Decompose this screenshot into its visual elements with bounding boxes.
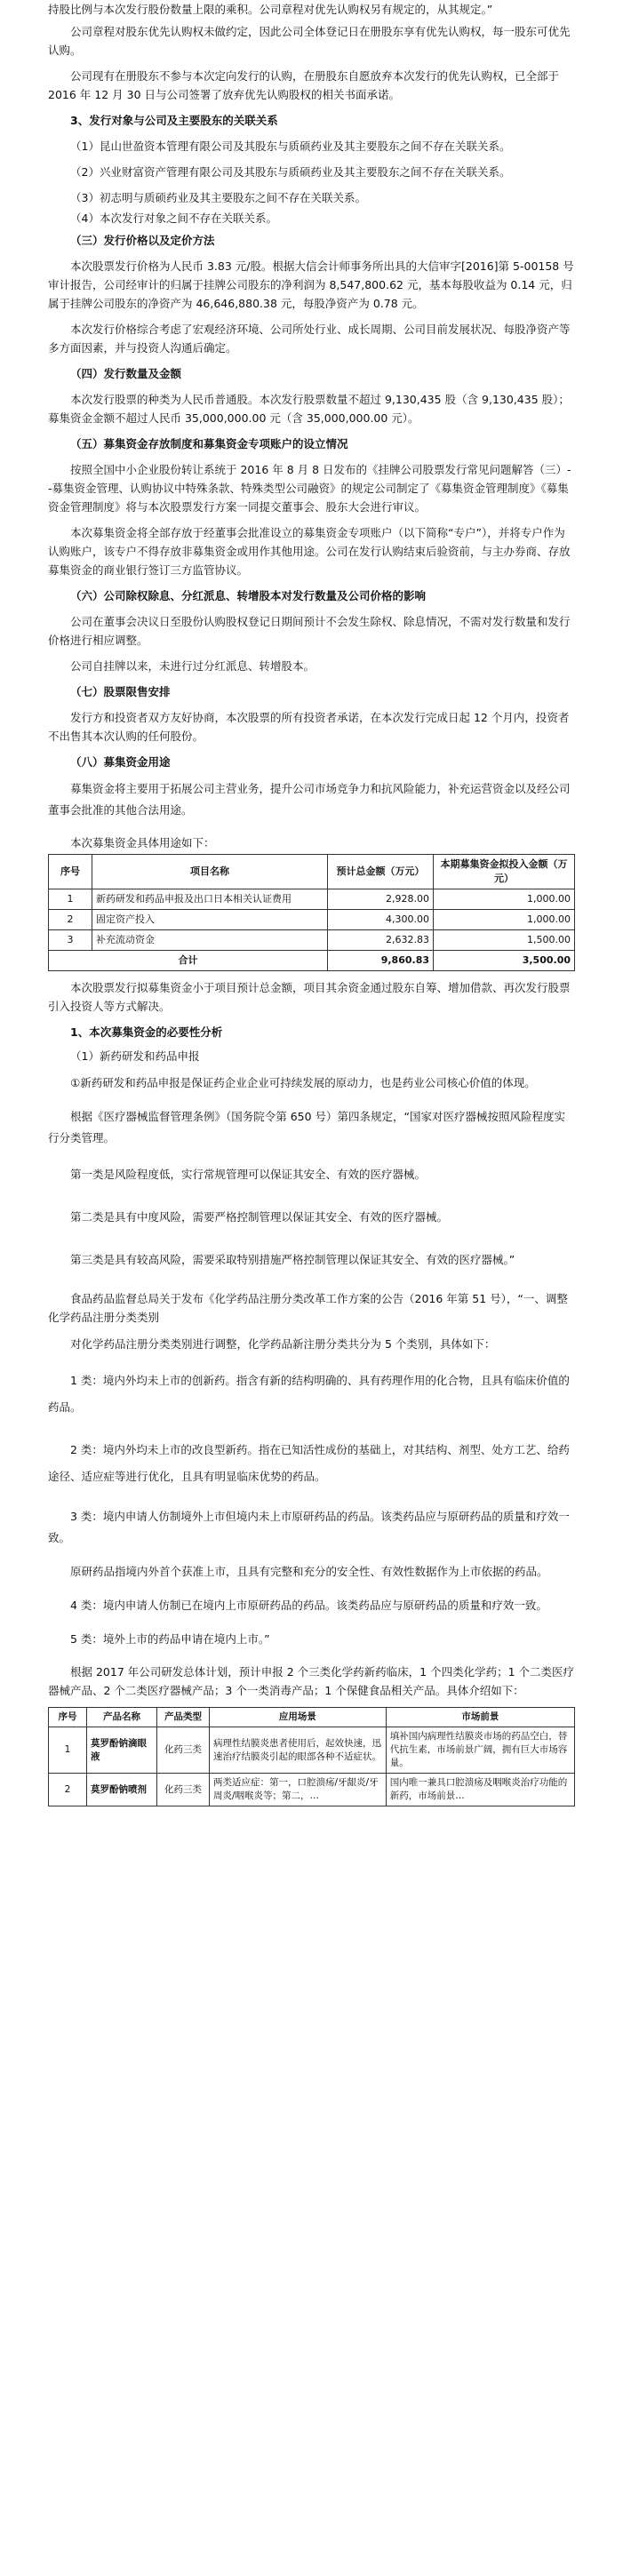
paragraph: 第二类是具有中度风险，需要严格控制管理以保证其安全、有效的医疗器械。 xyxy=(70,1210,449,1224)
paragraph: 公司现有在册股东不参与本次定向发行的认购，在册股东自愿放弃本次发行的优先认购权，已全部于 2016 年 12 月 30 日与公司签署了放弃优先认购股权的相关书面承诺。 xyxy=(48,69,560,101)
paragraph: 公司自挂牌以来，未进行过分红派息、转增股本。 xyxy=(70,659,315,673)
product-table xyxy=(48,1707,575,1806)
paragraph: 食品药品监督总局关于发布《化学药品注册分类改革工作方案的公告（2016 年第 51 号），“一、调整化学药品注册分类类别 xyxy=(48,1292,568,1324)
table-caption: 本次募集资金具体用途如下： xyxy=(70,836,215,849)
table-cell: 化药三类 xyxy=(157,1727,210,1774)
table-cell: 填补国内病理性结膜炎市场的药品空白，替代抗生素，市场前景广阔，拥有巨大市场容量。 xyxy=(386,1727,574,1774)
column-header: 应用场景 xyxy=(210,1708,387,1727)
table-row xyxy=(49,889,575,910)
paragraph: 1 类：境内外均未上市的创新药。指含有新的结构明确的、具有药理作用的化合物，且具有临床价值的药品。 xyxy=(48,1374,570,1414)
column-header: 预计总金额（万元） xyxy=(328,855,434,889)
table-cell: 2,632.83 xyxy=(328,930,434,951)
table-cell: 1 xyxy=(49,889,92,910)
column-header: 本期募集资金拟投入金额（万元） xyxy=(434,855,575,889)
paragraph: 本次股票发行拟募集资金小于项目预计总金额，项目其余资金通过股东自筹、增加借款、再次发行股票引入投资人等方式解决。 xyxy=(48,981,571,1013)
section-heading: （三）发行价格以及定价方法 xyxy=(70,234,215,247)
paragraph: 公司在董事会决议日至股份认购股权登记日期间预计不会发生除权、除息情况，不需对发行数量和发行价格进行相应调整。 xyxy=(48,615,571,647)
column-header: 市场前景 xyxy=(386,1708,574,1727)
table-cell: 1,000.00 xyxy=(434,889,575,910)
section-heading: （六）公司除权除息、分红派息、转增股本对发行数量及公司价格的影响 xyxy=(70,589,427,602)
column-header: 产品名称 xyxy=(87,1708,157,1727)
paragraph: 持股比例与本次发行股份数量上限的乘积。公司章程对优先认购权另有规定的，从其规定。” xyxy=(48,3,493,16)
table-header-row xyxy=(49,855,575,889)
table-cell: 3 xyxy=(49,930,92,951)
table-cell: 2 xyxy=(49,1774,87,1806)
section-heading: （八）募集资金用途 xyxy=(70,755,171,769)
paragraph: 第一类是风险程度低，实行常规管理可以保证其安全、有效的医疗器械。 xyxy=(70,1168,427,1181)
table-cell: 补充流动资金 xyxy=(92,930,328,951)
fund-usage-table xyxy=(48,854,575,971)
section-heading: 1、本次募集资金的必要性分析 xyxy=(70,1025,223,1039)
table-cell: 合计 xyxy=(49,951,328,971)
paragraph: 原研药品指境内外首个获准上市，且具有完整和充分的安全性、有效性数据作为上市依据的药品。 xyxy=(70,1565,548,1578)
paragraph: 根据 2017 年公司研发总体计划，预计申报 2 个三类化学药新药临床，1 个四类化学药；1 个二类医疗器械产品、2 个二类医疗器械产品；3 个一类消毒产品；1 个保健食品相关产品。具体介绍如下： xyxy=(48,1665,575,1697)
table-cell: 9,860.83 xyxy=(328,951,434,971)
paragraph: 公司章程对股东优先认购权未做约定，因此公司全体登记日在册股东享有优先认购权，每一股东可优先认购。 xyxy=(48,25,571,57)
paragraph: 发行方和投资者双方友好协商，本次股票的所有投资者承诺，在本次发行完成日起 12 个月内，投资者不出售其本次认购的任何股份。 xyxy=(48,711,570,743)
table-cell: 两类适应症：第一，口腔溃疡/牙龈炎/牙周炎/咽喉炎等；第二，… xyxy=(210,1774,387,1806)
paragraph: （3）初志明与质硕药业及其主要股东之间不存在关联关系。 xyxy=(70,191,366,204)
table-cell: 3,500.00 xyxy=(434,951,575,971)
column-header: 序号 xyxy=(49,855,92,889)
paragraph: 本次发行股票的种类为人民币普通股。本次发行股票数量不超过 9,130,435 股（含 9,130,435 股）；募集资金金额不超过人民币 35,000,000.00 元（含 35,000,000.00 元）。 xyxy=(48,393,570,425)
paragraph: （2）兴业财富资产管理有限公司及其股东与质硕药业及其主要股东之间不存在关联关系。 xyxy=(70,165,511,179)
section-heading: （四）发行数量及金额 xyxy=(70,367,182,380)
table-cell: 病理性结膜炎患者使用后，起效快速，迅速治疗结膜炎引起的眼部各种不适症状。 xyxy=(210,1727,387,1774)
column-header: 序号 xyxy=(49,1708,87,1727)
table-cell: 1 xyxy=(49,1727,87,1774)
paragraph: 4 类：境内申请人仿制已在境内上市原研药品的药品。该类药品应与原研药品的质量和疗效一致。 xyxy=(70,1599,547,1612)
paragraph: 本次发行价格综合考虑了宏观经济环境、公司所处行业、成长周期、公司目前发展状况、每股净资产等多方面因素，并与投资人沟通后确定。 xyxy=(48,323,571,355)
paragraph: 第三类是具有较高风险，需要采取特别措施严格控制管理以保证其安全、有效的医疗器械。” xyxy=(70,1253,515,1266)
table-cell: 1,500.00 xyxy=(434,930,575,951)
section-heading: 3、发行对象与公司及主要股东的关联关系 xyxy=(70,114,278,127)
table-cell: 莫罗酚钠喷剂 xyxy=(87,1774,157,1806)
table-row xyxy=(49,930,575,951)
table-cell: 固定资产投入 xyxy=(92,910,328,930)
table-row xyxy=(49,1774,575,1806)
section-heading: （五）募集资金存放制度和募集资金专项账户的设立情况 xyxy=(70,437,348,451)
paragraph: （1）新药研发和药品申报 xyxy=(70,1049,200,1063)
paragraph: 3 类：境内申请人仿制境外上市但境内未上市原研药品的药品。该类药品应与原研药品的质量和疗效一致。 xyxy=(48,1510,570,1544)
paragraph: 募集资金将主要用于拓展公司主营业务，提升公司市场竞争力和抗风险能力，补充运营资金以及经公司董事会批准的其他合法用途。 xyxy=(48,782,571,817)
table-total-row xyxy=(49,951,575,971)
paragraph: （4）本次发行对象之间不存在关联关系。 xyxy=(70,211,277,225)
table-cell: 2 xyxy=(49,910,92,930)
paragraph: 2 类：境内外均未上市的改良型新药。指在已知活性成份的基础上，对其结构、剂型、处方工艺、给药途径、适应症等进行优化，且具有明显临床优势的药品。 xyxy=(48,1443,570,1483)
table-header-row xyxy=(49,1708,575,1727)
paragraph: 对化学药品注册分类类别进行调整，化学药品新注册分类共分为 5 个类别，具体如下： xyxy=(70,1337,496,1351)
column-header: 产品类型 xyxy=(157,1708,210,1727)
column-header: 项目名称 xyxy=(92,855,328,889)
paragraph: 根据《医疗器械监督管理条例》（国务院令第 650 号）第四条规定，“国家对医疗器械按照风险程度实行分类管理。 xyxy=(48,1110,566,1144)
table-cell: 国内唯一兼具口腔溃疡及咽喉炎治疗功能的新药，市场前景… xyxy=(386,1774,574,1806)
paragraph: 本次募集资金将全部存放于经董事会批准设立的募集资金专项账户（以下简称“专户”），并将专户作为认购账户，该专户不得存放非募集资金或用作其他用途。公司在发行认购结束后验资前，与主办券商、存放募集资金的商业银行签订三方监管协议。 xyxy=(48,526,571,577)
table-cell: 新药研发和药品申报及出口日本相关认证费用 xyxy=(92,889,328,910)
paragraph: 本次股票发行价格为人民币 3.83 元/股。根据大信会计师事务所出具的大信审字[2016]第 5-00158 号审计报告，公司经审计的归属于挂牌公司股东的净利润为 8,547,800.62 元，基本每股收益为 0.14 元，归属于挂牌公司股东的净资产为 46,646,880.38 元，每股净资产为 0.78 元。 xyxy=(48,259,574,310)
section-heading: （七）股票限售安排 xyxy=(70,685,171,698)
table-cell: 1,000.00 xyxy=(434,910,575,930)
table-cell: 2,928.00 xyxy=(328,889,434,910)
table-row xyxy=(49,1727,575,1774)
paragraph: 5 类：境外上市的药品申请在境内上市。” xyxy=(70,1632,270,1646)
paragraph: ①新药研发和药品申报是保证药企业企业可持续发展的原动力，也是药业公司核心价值的体现。 xyxy=(70,1076,536,1089)
table-cell: 4,300.00 xyxy=(328,910,434,930)
paragraph: 按照全国中小企业股份转让系统于 2016 年 8 月 8 日发布的《挂牌公司股票发行常见问题解答（三）--募集资金管理、认购协议中特殊条款、特殊类型公司融资》的规定公司制定了《募集资金管理制度》《募集资金管理制度》将与本次股票发行方案一同提交董事会、股东大会进行审议。 xyxy=(48,463,571,514)
table-cell: 化药三类 xyxy=(157,1774,210,1806)
paragraph: （1）昆山世盈资本管理有限公司及其股东与质硕药业及其主要股东之间不存在关联关系。 xyxy=(70,140,511,153)
table-row xyxy=(49,910,575,930)
table-cell: 莫罗酚钠滴眼液 xyxy=(87,1727,157,1774)
